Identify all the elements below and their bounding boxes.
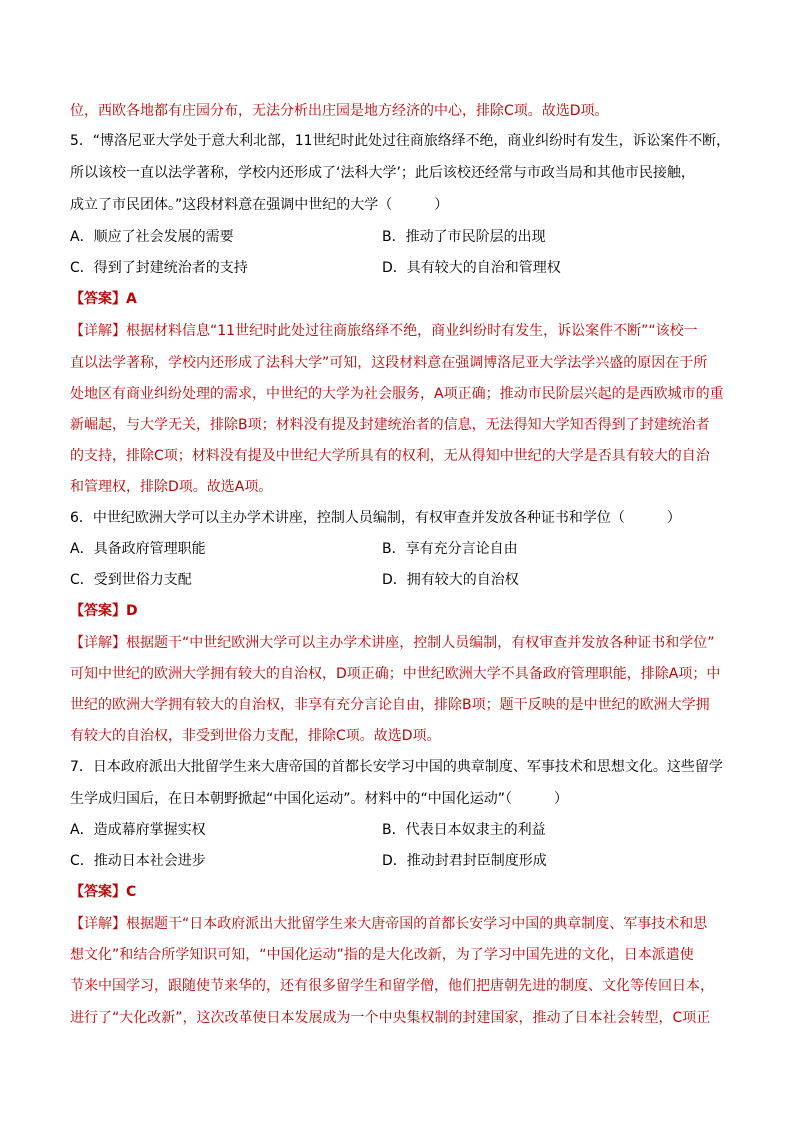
q7-option-c: C．推动日本社会进步: [70, 853, 206, 869]
q7-detail-line-4: 进行了“大化改新”，这次改革使日本发展成为一个中央集权制的封建国家，推动了日本社会转型，C项正: [70, 1010, 711, 1026]
q5-detail-line-2: 直以法学著称，学校内还形成了法科大学”可知，这段材料意在强调博洛尼亚大学法学兴盛的原因在于所: [70, 355, 708, 371]
q7-detail-line-1: 【详解】根据题干“日本政府派出大批留学生来大唐帝国的首都长安学习中国的典章制度、军事技术和思: [70, 916, 708, 932]
q5-answer: 【答案】A: [70, 291, 137, 307]
q5-stem-line-2: 所以该校一直以法学著称，学校内还形成了‘法科大学’；此后该校还经常与市政当局和其他市民接触，: [70, 165, 695, 181]
q6-detail-line-4: 有较大的自治权，非受到世俗力支配，排除C项。故选D项。: [70, 728, 441, 744]
q7-option-d: D．推动封君封臣制度形成: [382, 853, 547, 869]
q6-option-b: B．享有充分言论自由: [382, 541, 518, 557]
q6-answer: 【答案】D: [70, 603, 138, 619]
q7-answer: 【答案】C: [70, 884, 137, 900]
q5-detail-line-3: 处地区有商业纠纷处理的需求，中世纪的大学为社会服务，A项正确；推动市民阶层兴起的是西欧城市的重: [70, 386, 724, 402]
q7-stem-line-1: 7．日本政府派出大批留学生来大唐帝国的首都长安学习中国的典章制度、军事技术和思想文化。这些留学: [70, 759, 723, 775]
q5-option-c: C．得到了封建统治者的支持: [70, 260, 248, 276]
q6-option-c: C．受到世俗力支配: [70, 572, 192, 588]
q4-explanation-tail: 位，西欧各地都有庄园分布，无法分析出庄园是地方经济的中心，排除C项。故选D项。: [70, 103, 609, 119]
q5-option-b: B．推动了市民阶层的出现: [382, 229, 546, 245]
q7-stem-line-2: 生学成归国后，在日本朝野掀起“中国化运动”。材料中的“中国化运动”（ ）: [70, 791, 569, 807]
q7-option-a: A．造成幕府掌握实权: [70, 822, 206, 838]
q5-option-d: D．具有较大的自治和管理权: [382, 260, 561, 276]
q6-detail-line-1: 【详解】根据题干“中世纪欧洲大学可以主办学术讲座，控制人员编制，有权审查并发放各种证书和学位”: [70, 635, 715, 651]
q6-option-a: A．具备政府管理职能: [70, 541, 206, 557]
q5-detail-line-4: 新崛起，与大学无关，排除B项；材料没有提及封建统治者的信息，无法得知大学知否得到了封建统治者: [70, 417, 710, 433]
q5-stem-line-1: 5．“博洛尼亚大学处于意大利北部，11世纪时此处过往商旅络绎不绝，商业纠纷时有发生，诉讼案件不断，: [70, 133, 731, 149]
q7-detail-line-2: 想文化”和结合所学知识可知，“中国化运动”指的是大化改新，为了学习中国先进的文化，日本派遣使: [70, 947, 694, 963]
q5-detail-line-6: 和管理权，排除D项。故选A项。: [70, 479, 273, 495]
q7-detail-line-3: 节来中国学习，跟随使节来华的，还有很多留学生和留学僧，他们把唐朝先进的制度、文化等传回日本，: [70, 978, 714, 994]
q5-option-a: A．顺应了社会发展的需要: [70, 229, 234, 245]
q5-stem-line-3: 成立了市民团体。”这段材料意在强调中世纪的大学（ ）: [70, 197, 449, 213]
q6-detail-line-3: 世纪的欧洲大学拥有较大的自治权，非享有充分言论自由，排除B项；题干反映的是中世纪的欧洲大学拥: [70, 697, 710, 713]
q6-detail-line-2: 可知中世纪的欧洲大学拥有较大的自治权，D项正确；中世纪欧洲大学不具备政府管理职能，排除A项；中: [70, 666, 721, 682]
document-page: [70, 0, 730, 1123]
q6-option-d: D．拥有较大的自治权: [382, 572, 519, 588]
q5-detail-line-1: 【详解】根据材料信息“11世纪时此处过往商旅络绎不绝，商业纠纷时有发生，诉讼案件不断”“该校一: [70, 323, 698, 339]
q5-detail-line-5: 的支持，排除C项；材料没有提及中世纪大学所具有的权利，无从得知中世纪的大学是否具有较大的自治: [70, 448, 710, 464]
q7-option-b: B．代表日本奴隶主的利益: [382, 822, 546, 838]
q6-stem-line-1: 6．中世纪欧洲大学可以主办学术讲座，控制人员编制，有权审查并发放各种证书和学位（ ）: [70, 510, 681, 526]
